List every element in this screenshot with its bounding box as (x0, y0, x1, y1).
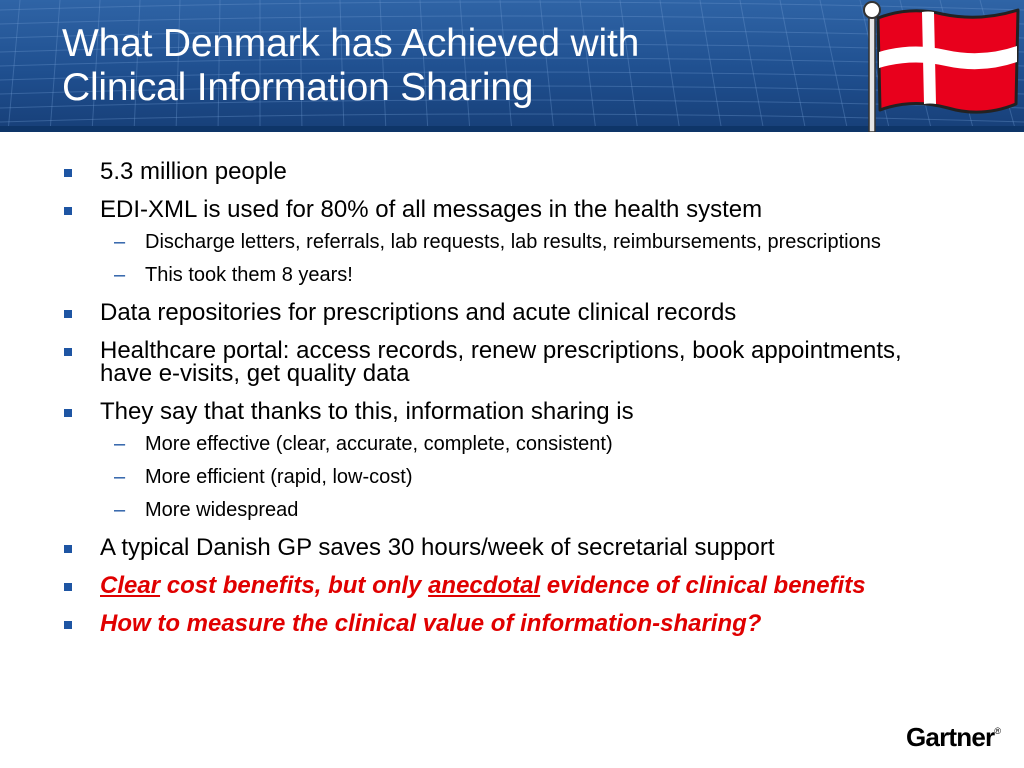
bullet-text-emphasis: How to measure the clinical value of information-sharing? (100, 610, 762, 637)
registered-mark: ® (994, 726, 1001, 736)
bullet-item (60, 339, 960, 385)
dash-bullet-icon: – (114, 231, 126, 253)
sub-bullet-list (100, 434, 960, 521)
sub-bullet-text: More effective (clear, accurate, complete, consistent) (145, 433, 613, 455)
bullet-item (60, 400, 960, 521)
square-bullet-icon (64, 621, 72, 629)
square-bullet-icon (64, 348, 72, 356)
square-bullet-icon (64, 207, 72, 215)
gartner-logo (906, 722, 1000, 753)
bullet-item (60, 198, 960, 286)
sub-bullet-text: More widespread (145, 499, 299, 521)
sub-bullet-item (100, 265, 960, 286)
square-bullet-icon (64, 169, 72, 177)
sub-bullet-list (100, 232, 960, 286)
sub-bullet-item (100, 500, 960, 521)
bullet-item-emphasis (60, 574, 960, 597)
dash-bullet-icon: – (114, 433, 126, 455)
emphasis-text-part: cost benefits, but only (160, 572, 429, 599)
slide-title-line-2: Clinical Information Sharing (62, 66, 534, 109)
dash-bullet-icon: – (114, 466, 126, 488)
denmark-flag-icon (850, 0, 1024, 132)
bullet-text-emphasis (100, 572, 866, 599)
bullet-item (60, 160, 960, 183)
bullet-text: A typical Danish GP saves 30 hours/week of secretarial support (100, 534, 775, 561)
bullet-item (60, 301, 960, 324)
sub-bullet-item (100, 232, 960, 253)
bullet-text: Healthcare portal: access records, renew prescriptions, book appointments, have e-visits, get quality data (100, 337, 902, 387)
emphasis-underlined-anecdotal: anecdotal (428, 572, 541, 599)
bullet-item (60, 536, 960, 559)
sub-bullet-item (100, 434, 960, 455)
square-bullet-icon (64, 310, 72, 318)
bullet-text: 5.3 million people (100, 158, 287, 185)
sub-bullet-item (100, 467, 960, 488)
sub-bullet-text: Discharge letters, referrals, lab requests, lab results, reimbursements, prescriptions (145, 231, 881, 253)
sub-bullet-text: This took them 8 years! (145, 264, 353, 286)
bullet-item-emphasis (60, 612, 960, 635)
bullet-list (60, 160, 960, 650)
sub-bullet-text: More efficient (rapid, low-cost) (145, 466, 413, 488)
bullet-text: Data repositories for prescriptions and acute clinical records (100, 299, 737, 326)
square-bullet-icon (64, 409, 72, 417)
slide-title-line-1: What Denmark has Achieved with (62, 22, 640, 65)
emphasis-underlined-clear: Clear (100, 572, 161, 599)
title-banner (0, 0, 1024, 132)
bullet-text: They say that thanks to this, information sharing is (100, 398, 634, 425)
square-bullet-icon (64, 583, 72, 591)
dash-bullet-icon: – (114, 499, 126, 521)
gartner-logo-text: Gartner (906, 722, 995, 752)
square-bullet-icon (64, 545, 72, 553)
dash-bullet-icon: – (114, 264, 126, 286)
slide-title (62, 22, 822, 110)
bullet-text: EDI-XML is used for 80% of all messages in the health system (100, 196, 763, 223)
emphasis-text-part: evidence of clinical benefits (540, 572, 866, 599)
